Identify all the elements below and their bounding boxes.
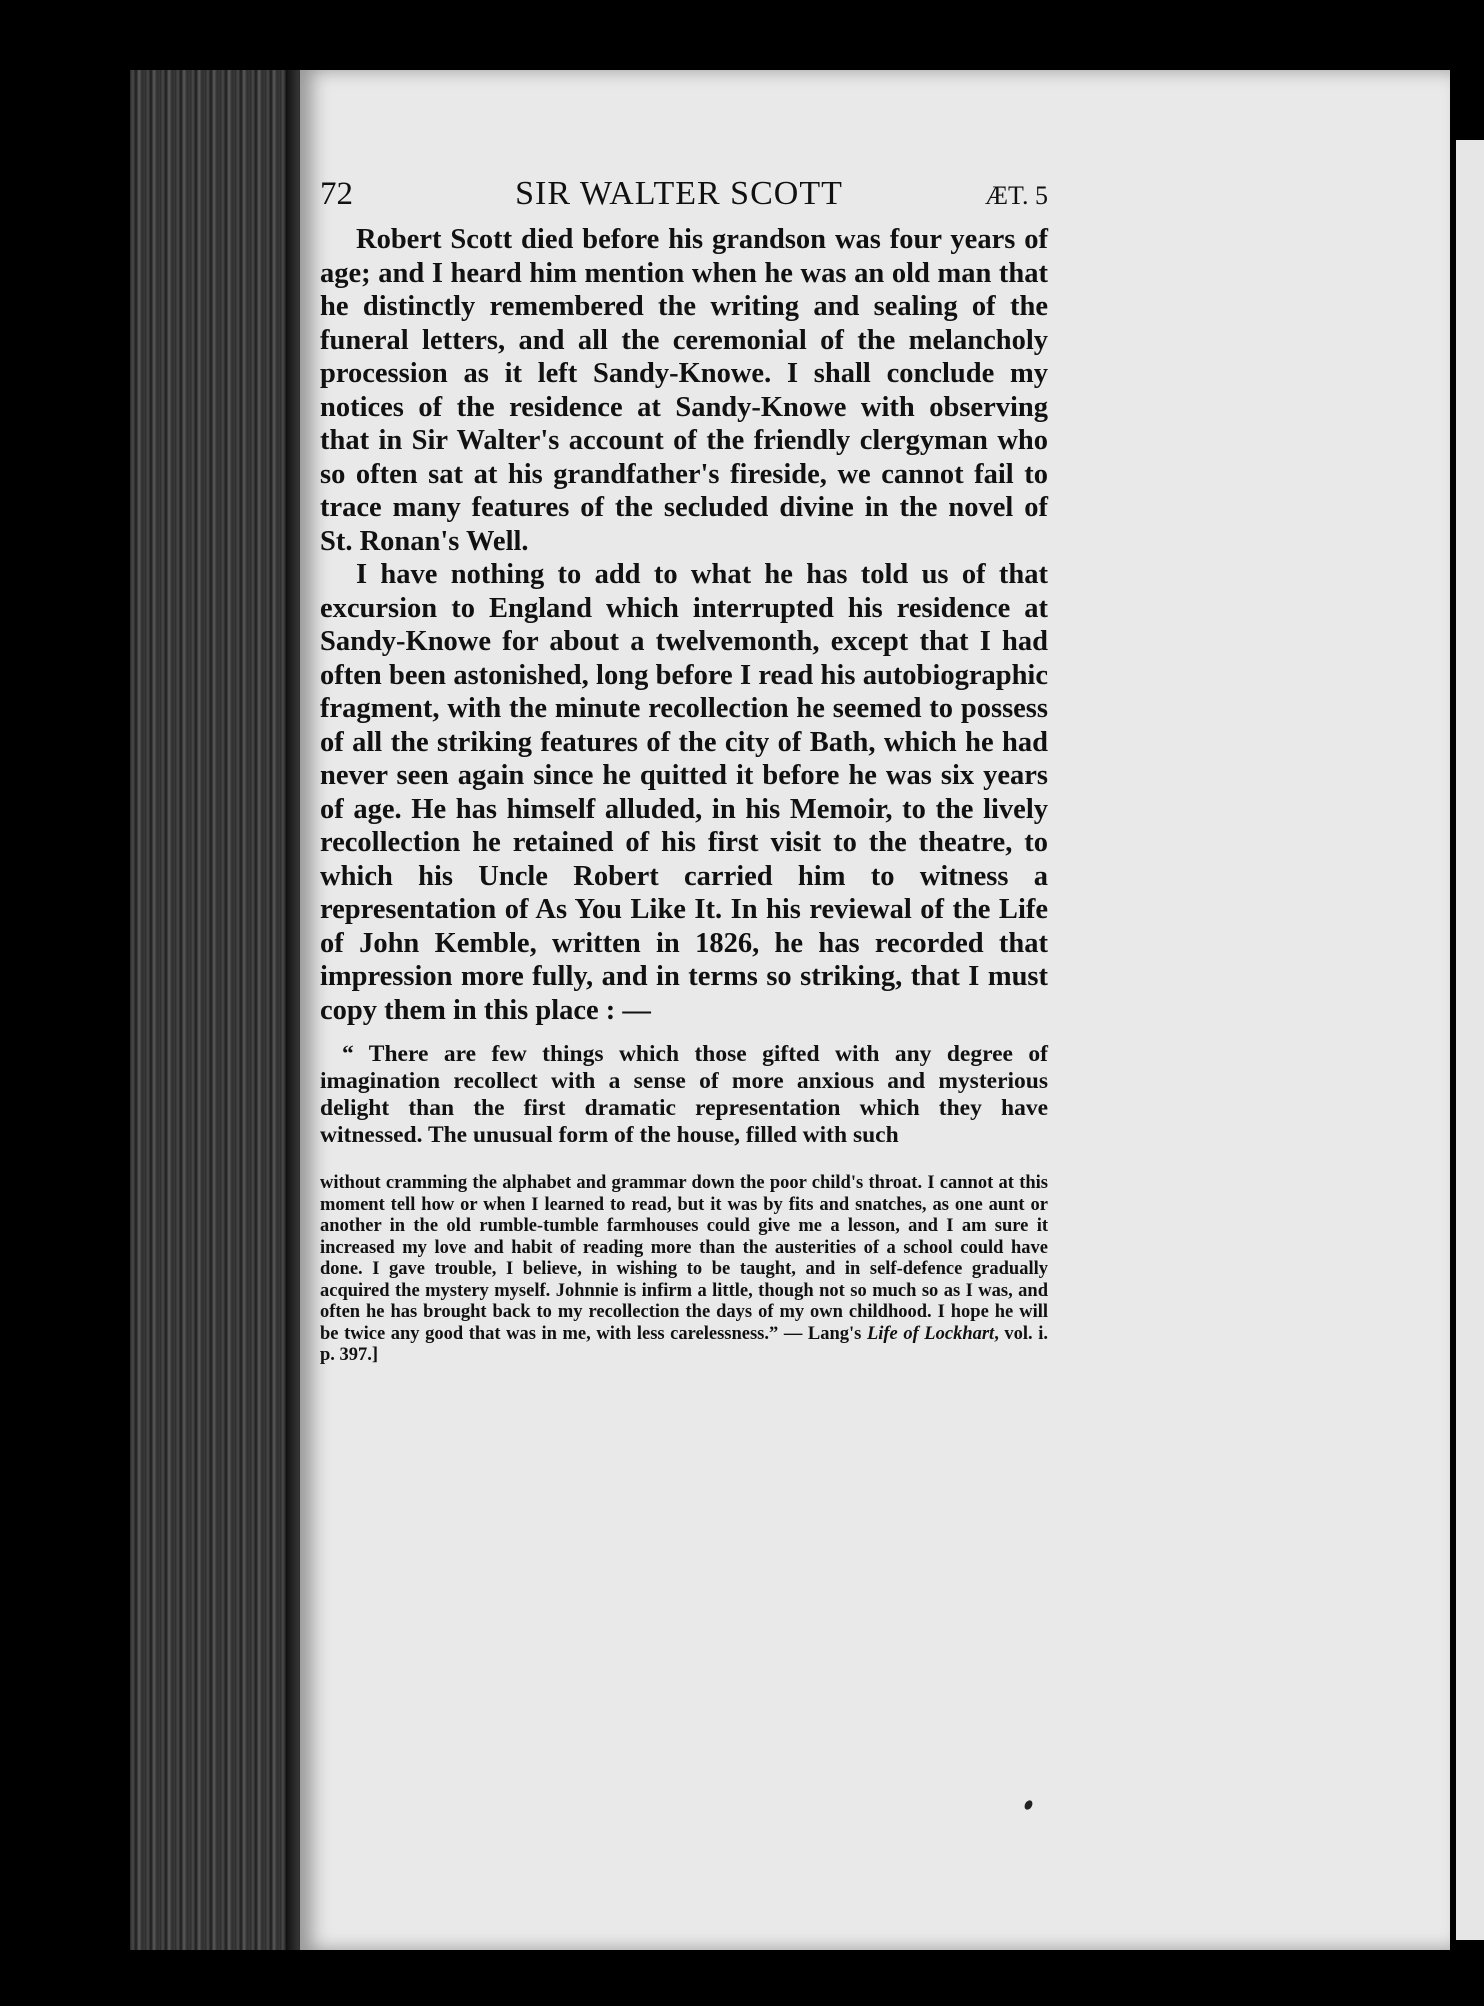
- running-title: SIR WALTER SCOTT: [515, 175, 843, 212]
- footnote: [320, 1173, 1048, 1367]
- running-head: [320, 175, 1048, 223]
- block-quote: “ There are few things which those gifted with any degree of imagination recollect with a sense of more anxious and mysterious delight than the first dramatic representation which they have witnessed. The unusual form of the house, filled with such: [320, 1041, 1048, 1148]
- book-spine-edge: [130, 70, 310, 1950]
- footnote-text: without cramming the alphabet and grammar down the poor child's throat. I cannot at this moment tell how or when I learned to read, but it was by fits and snatches, as one aunt or another in the old rumble-tumble farmhouses could give me a lesson, and I am sure it increased my love and habit of reading more than the austerities of a school could have done. I gave trouble, I believe, in wishing to be taught, and in self-defence gradually acquired the mystery myself. Johnnie is infirm a little, though not so much so as I was, and often he has brought back to my recollection the days of my own childhood. I hope he will be twice any good that was in me, with less carelessness.” — Lang's: [320, 1173, 1048, 1344]
- footnote-citation-title: Life of Lockhart: [866, 1323, 995, 1344]
- next-page-edge: [1456, 140, 1484, 1940]
- text-block: [320, 175, 1048, 1367]
- page-number: 72: [320, 176, 353, 212]
- body-paragraph: I have nothing to add to what he has told us of that excursion to England which interrupted his residence at Sandy-Knowe for about a twelvemonth, except that I had often been astonished, long before I read his autobiographic fragment, with the minute recollection he seemed to possess of all the striking features of the city of Bath, which he had never seen again since he quitted it before he was six years of age. He has himself alluded, in his Memoir, to the lively recollection he retained of his first visit to the theatre, to which his Uncle Robert carried him to witness a representation of As You Like It. In his reviewal of the Life of John Kemble, written in 1826, he has recorded that impression more fully, and in terms so striking, that I must copy them in this place : —: [320, 559, 1048, 1026]
- footnote-citation-rest: , vol. i. p. 397.]: [320, 1323, 1049, 1365]
- aetat-label: ÆT. 5: [984, 181, 1048, 210]
- body-paragraph: Robert Scott died before his grandson was four years of age; and I heard him mention when he was an old man that he distinctly remembered the writing and sealing of the funeral letters, and all the ceremonial of the melancholy procession as it left Sandy-Knowe. I shall conclude my notices of the residence at Sandy-Knowe with observing that in Sir Walter's account of the friendly clergyman who so often sat at his grandfather's fireside, we cannot fail to trace many features of the secluded divine in the novel of St. Ronan's Well.: [320, 224, 1048, 557]
